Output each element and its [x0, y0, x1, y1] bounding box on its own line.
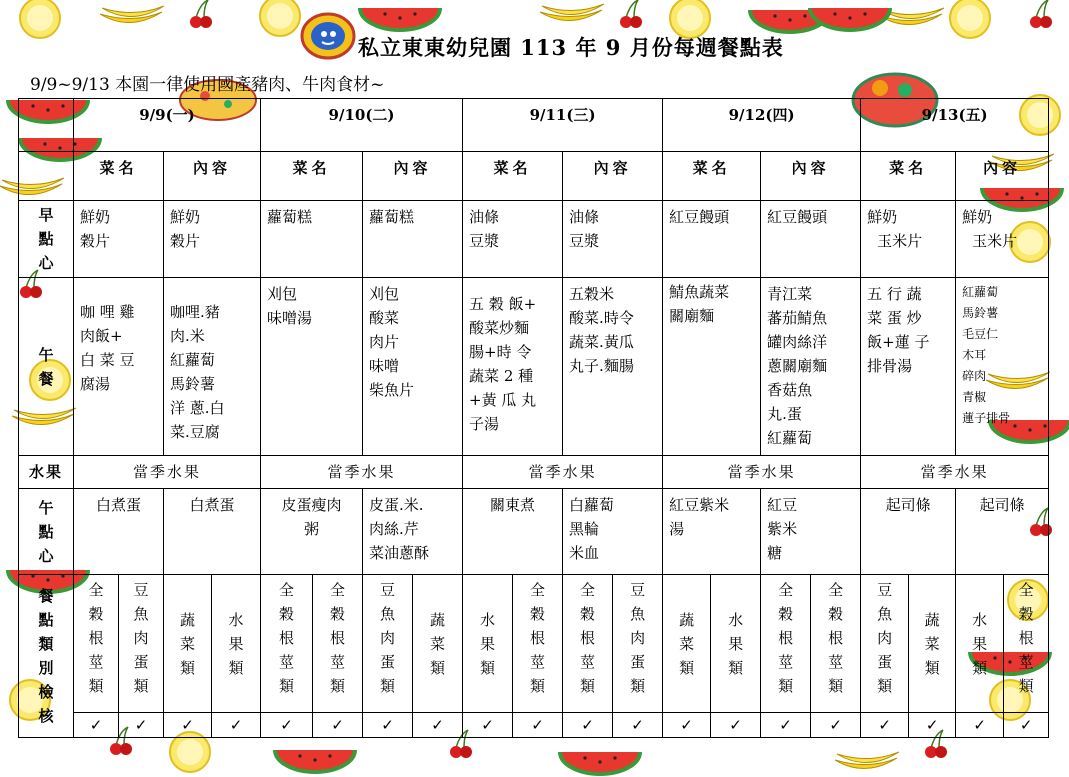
category-char: 莖 [278, 653, 294, 671]
check-mark-cell: ✓ [1004, 713, 1049, 738]
category-char: 全 [329, 581, 345, 599]
food-category-cell [513, 575, 563, 713]
category-char: 莖 [1018, 653, 1034, 671]
lunch-name: 五 穀 飯+ 酸菜炒麵 腸+時 令 蔬菜 2 種 +黃 瓜 丸 子湯 [463, 278, 563, 456]
check-mark-cell: ✓ [74, 713, 119, 738]
food-category-cell [909, 575, 956, 713]
category-char: 類 [1018, 677, 1034, 695]
check-mark-cell: ✓ [711, 713, 761, 738]
category-char: 根 [1018, 629, 1034, 647]
col-header-name: 菜名 [861, 152, 956, 201]
category-char: 水 [228, 610, 244, 629]
food-category-cell [563, 575, 613, 713]
check-mark-cell: ✓ [119, 713, 164, 738]
category-char: 莖 [88, 653, 104, 671]
snack-row [19, 489, 1049, 575]
breakfast-name: 蘿蔔糕 [261, 201, 363, 278]
category-char: 菜 [179, 634, 195, 653]
check-mark-cell: ✓ [261, 713, 313, 738]
category-char: 穀 [580, 605, 596, 623]
lunch-content: 紅蘿蔔 馬鈴薯 毛豆仁 木耳 碎肉 青椒 蓮子排骨 [956, 278, 1049, 456]
check-mark-cell: ✓ [613, 713, 663, 738]
lunch-content: 刈包 酸菜 肉片 味噌 柴魚片 [363, 278, 463, 456]
category-char: 穀 [329, 605, 345, 623]
lunch-name: 鯖魚蔬菜 關廟麵 [663, 278, 761, 456]
food-category-cell [313, 575, 363, 713]
breakfast-content: 鮮奶 玉米片 [956, 201, 1049, 278]
corner-cell [19, 99, 74, 152]
breakfast-name: 鮮奶 穀片 [74, 201, 164, 278]
category-char: 類 [580, 677, 596, 695]
category-char: 穀 [778, 605, 794, 623]
check-mark-cell: ✓ [463, 713, 513, 738]
category-char: 穀 [88, 605, 104, 623]
weekly-menu-table [18, 98, 1049, 738]
snack-name: 關東煮 [463, 489, 563, 575]
lunch-content: 咖哩.豬 肉.米 紅蘿蔔 馬鈴薯 洋 蔥.白 菜.豆腐 [164, 278, 261, 456]
category-char: 菜 [430, 634, 446, 653]
food-category-cell [212, 575, 261, 713]
category-char: 類 [480, 658, 496, 677]
category-char: 類 [972, 658, 988, 677]
col-header-name: 菜名 [663, 152, 761, 201]
category-char: 全 [278, 581, 294, 599]
breakfast-content: 鮮奶 穀片 [164, 201, 261, 278]
food-category-cell [413, 575, 463, 713]
food-category-cell [811, 575, 861, 713]
check-mark-cell: ✓ [761, 713, 811, 738]
check-mark-cell: ✓ [909, 713, 956, 738]
food-category-cell [261, 575, 313, 713]
category-char: 全 [828, 581, 844, 599]
fruit-cell: 當季水果 [74, 456, 261, 489]
snack-name: 紅豆紫米 湯 [663, 489, 761, 575]
page-subtitle: 9/9~9/13 本園一律使用國產豬肉、牛肉食材~ [30, 75, 385, 95]
breakfast-content: 油條 豆漿 [563, 201, 663, 278]
fruit-cell: 當季水果 [663, 456, 861, 489]
check-mark-cell: ✓ [164, 713, 212, 738]
check-mark-cell: ✓ [956, 713, 1004, 738]
col-header-content: 內容 [563, 152, 663, 201]
category-char: 蔬 [430, 610, 446, 629]
category-char: 莖 [329, 653, 345, 671]
check-mark-cell: ✓ [313, 713, 363, 738]
col-header-content: 內容 [164, 152, 261, 201]
breakfast-name: 油條 豆漿 [463, 201, 563, 278]
food-category-cell [861, 575, 909, 713]
lunch-name: 咖 哩 雞 肉飯+ 白 菜 豆 腐湯 [74, 278, 164, 456]
category-char: 豆 [877, 581, 893, 599]
snack-content: 白煮蛋 [164, 489, 261, 575]
col-header-content: 內容 [761, 152, 861, 201]
category-row [19, 575, 1049, 713]
lunch-content: 青江菜 蕃茄鯖魚 罐肉絲洋 蔥關廟麵 香菇魚 丸.蛋 紅蘿蔔 [761, 278, 861, 456]
category-char: 根 [828, 629, 844, 647]
snack-name: 起司條 [861, 489, 956, 575]
check-mark-cell: ✓ [563, 713, 613, 738]
category-char: 類 [778, 677, 794, 695]
category-char: 穀 [530, 605, 546, 623]
check-mark-cell: ✓ [811, 713, 861, 738]
category-char: 肉 [133, 629, 149, 647]
food-category-cell [1004, 575, 1049, 713]
lunch-content: 五穀米 酸菜.時令 蔬菜.黃瓜 丸子.麵腸 [563, 278, 663, 456]
category-char: 魚 [630, 605, 646, 623]
food-category-cell [613, 575, 663, 713]
category-char: 莖 [778, 653, 794, 671]
category-char: 穀 [1018, 605, 1034, 623]
category-char: 類 [329, 677, 345, 695]
breakfast-name: 鮮奶 玉米片 [861, 201, 956, 278]
food-category-cell [956, 575, 1004, 713]
category-char: 肉 [877, 629, 893, 647]
check-mark-cell: ✓ [663, 713, 711, 738]
category-char: 類 [278, 677, 294, 695]
col-header-name: 菜名 [261, 152, 363, 201]
category-char: 蔬 [679, 610, 695, 629]
category-char: 類 [679, 658, 695, 677]
row-label-fruit: 水果 [19, 456, 74, 489]
row-label-check: 餐 點 類 別 檢 核 [19, 575, 74, 738]
category-char: 根 [530, 629, 546, 647]
category-char: 穀 [828, 605, 844, 623]
category-char: 果 [972, 634, 988, 653]
fruit-cell: 當季水果 [261, 456, 463, 489]
check-mark-cell: ✓ [861, 713, 909, 738]
check-mark-cell: ✓ [413, 713, 463, 738]
category-char: 莖 [828, 653, 844, 671]
category-char: 莖 [580, 653, 596, 671]
food-category-cell [363, 575, 413, 713]
category-char: 類 [430, 658, 446, 677]
day-header: 9/13(五) [861, 99, 1049, 152]
category-char: 水 [480, 610, 496, 629]
category-char: 肉 [379, 629, 395, 647]
category-char: 根 [278, 629, 294, 647]
food-category-cell [663, 575, 711, 713]
category-char: 水 [728, 610, 744, 629]
snack-content: 白蘿蔔 黑輪 米血 [563, 489, 663, 575]
category-char: 果 [480, 634, 496, 653]
snack-name: 白煮蛋 [74, 489, 164, 575]
category-char: 根 [778, 629, 794, 647]
food-category-cell [761, 575, 811, 713]
category-char: 全 [580, 581, 596, 599]
category-char: 全 [1018, 581, 1034, 599]
category-char: 蛋 [379, 653, 395, 671]
category-char: 蔬 [924, 610, 940, 629]
day-header: 9/11(三) [463, 99, 663, 152]
category-char: 全 [88, 581, 104, 599]
food-category-cell [119, 575, 164, 713]
check-mark-cell: ✓ [212, 713, 261, 738]
page-title: 私立東東幼兒園 113 年 9 月份每週餐點表 [358, 35, 784, 60]
category-char: 魚 [877, 605, 893, 623]
column-header-row [19, 152, 1049, 201]
category-char: 類 [133, 677, 149, 695]
food-category-cell [164, 575, 212, 713]
category-char: 水 [972, 610, 988, 629]
check-row [19, 713, 1049, 738]
category-char: 類 [728, 658, 744, 677]
category-char: 類 [88, 677, 104, 695]
category-char: 莖 [530, 653, 546, 671]
category-char: 豆 [630, 581, 646, 599]
lunch-name: 五 行 蔬 菜 蛋 炒 飯+蓮 子 排骨湯 [861, 278, 956, 456]
corner-cell [19, 152, 74, 201]
check-mark-cell: ✓ [513, 713, 563, 738]
category-char: 蔬 [179, 610, 195, 629]
lunch-name: 刈包 味噌湯 [261, 278, 363, 456]
day-header: 9/12(四) [663, 99, 861, 152]
food-category-cell [711, 575, 761, 713]
category-char: 菜 [924, 634, 940, 653]
row-label-snack: 午 點 心 [19, 489, 74, 575]
category-char: 肉 [630, 629, 646, 647]
category-char: 類 [530, 677, 546, 695]
category-char: 魚 [133, 605, 149, 623]
category-char: 類 [179, 658, 195, 677]
food-category-cell [463, 575, 513, 713]
day-header: 9/10(二) [261, 99, 463, 152]
lunch-row [19, 278, 1049, 456]
fruit-cell: 當季水果 [861, 456, 1049, 489]
category-char: 類 [828, 677, 844, 695]
row-label-breakfast: 早 點 心 [19, 201, 74, 278]
category-char: 根 [329, 629, 345, 647]
snack-content: 皮蛋.米. 肉絲.芹 菜油蔥酥 [363, 489, 463, 575]
category-char: 根 [88, 629, 104, 647]
col-header-content: 內容 [363, 152, 463, 201]
category-char: 全 [778, 581, 794, 599]
snack-name: 皮蛋瘦肉 粥 [261, 489, 363, 575]
breakfast-row [19, 201, 1049, 278]
category-char: 類 [630, 677, 646, 695]
category-char: 果 [728, 634, 744, 653]
category-char: 果 [228, 634, 244, 653]
category-char: 全 [530, 581, 546, 599]
breakfast-content: 紅豆饅頭 [761, 201, 861, 278]
fruit-row [19, 456, 1049, 489]
category-char: 根 [580, 629, 596, 647]
breakfast-name: 紅豆饅頭 [663, 201, 761, 278]
category-char: 豆 [133, 581, 149, 599]
col-header-name: 菜名 [463, 152, 563, 201]
category-char: 菜 [679, 634, 695, 653]
fruit-cell: 當季水果 [463, 456, 663, 489]
school-logo [300, 12, 356, 60]
day-header: 9/9(一) [74, 99, 261, 152]
category-char: 蛋 [133, 653, 149, 671]
category-char: 魚 [379, 605, 395, 623]
breakfast-content: 蘿蔔糕 [363, 201, 463, 278]
category-char: 類 [379, 677, 395, 695]
category-char: 豆 [379, 581, 395, 599]
snack-content: 起司條 [956, 489, 1049, 575]
category-char: 類 [924, 658, 940, 677]
snack-content: 紅豆 紫米 糖 [761, 489, 861, 575]
category-char: 類 [877, 677, 893, 695]
row-label-lunch: 午 餐 [19, 278, 74, 456]
category-char: 蛋 [877, 653, 893, 671]
category-char: 穀 [278, 605, 294, 623]
col-header-name: 菜名 [74, 152, 164, 201]
food-category-cell [74, 575, 119, 713]
category-char: 蛋 [630, 653, 646, 671]
day-header-row [19, 99, 1049, 152]
check-mark-cell: ✓ [363, 713, 413, 738]
col-header-content: 內容 [956, 152, 1049, 201]
category-char: 類 [228, 658, 244, 677]
